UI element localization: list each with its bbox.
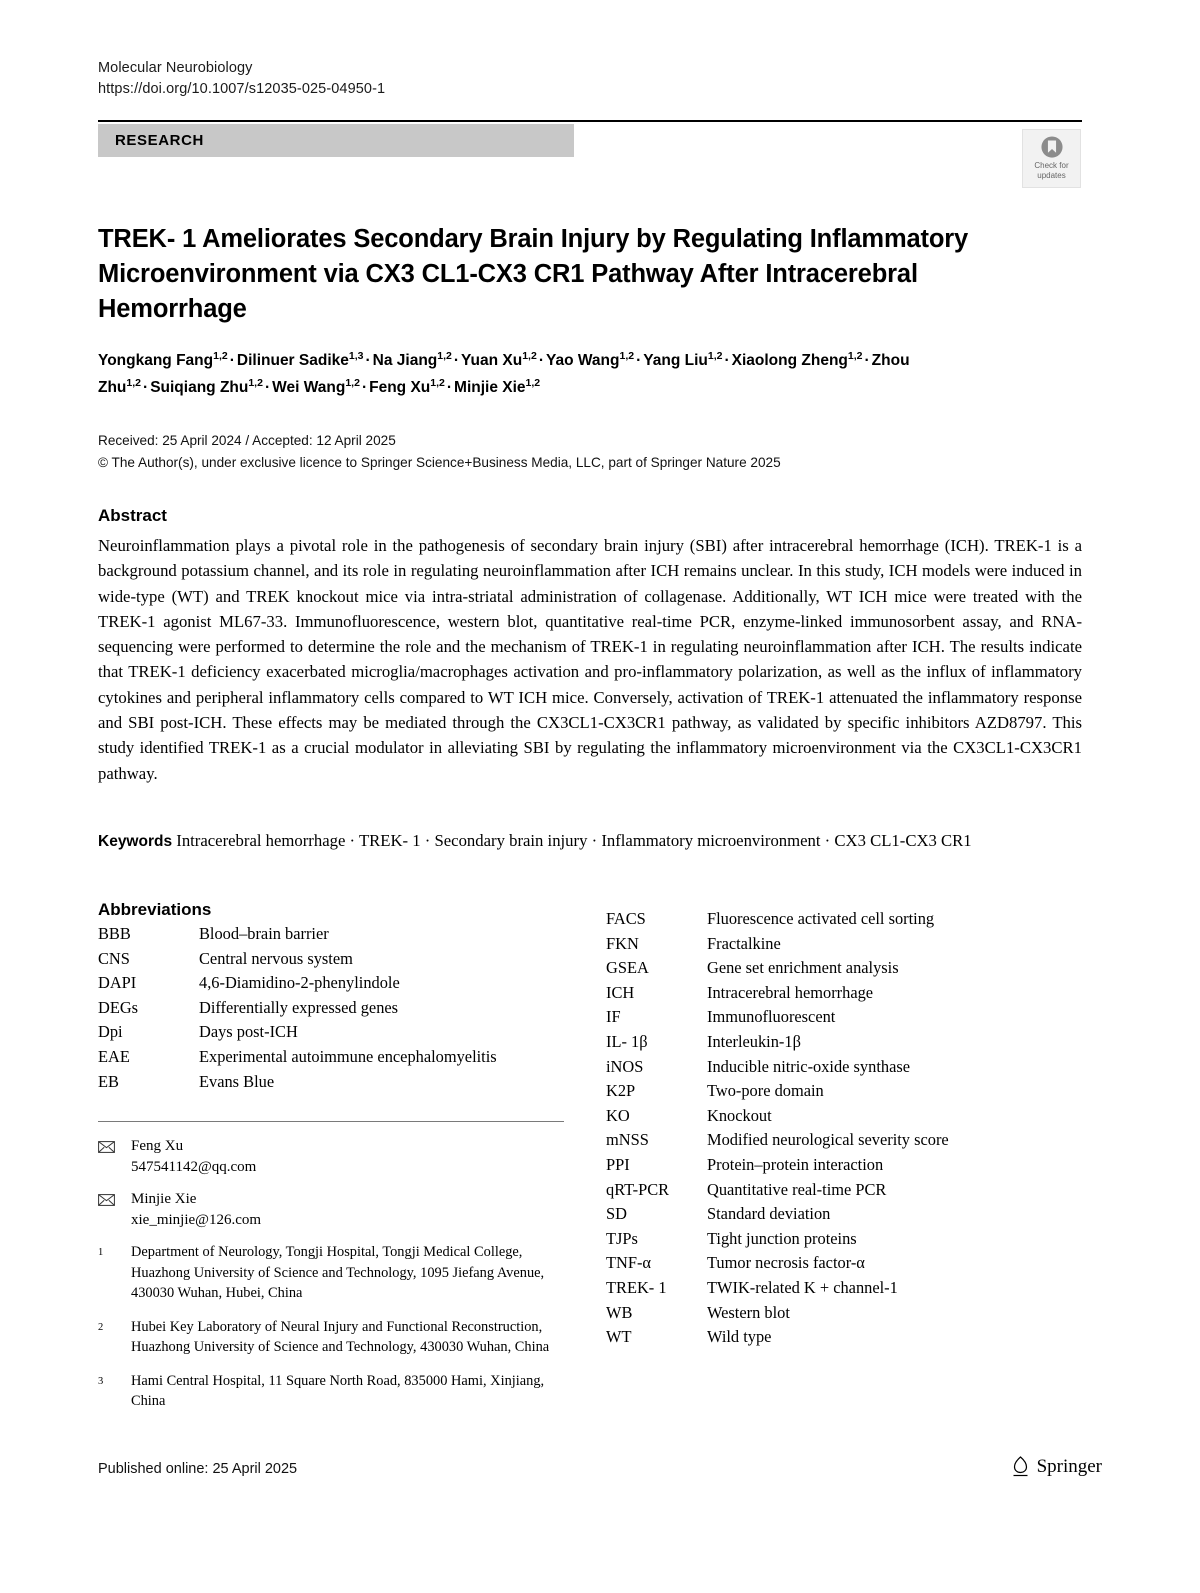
- envelope-icon: [98, 1189, 131, 1231]
- keywords-block: [98, 828, 1028, 854]
- author-name: Zhou Zhu: [98, 352, 910, 396]
- abbreviation-definition: Two-pore domain: [707, 1081, 824, 1101]
- abbreviation-row: [606, 1202, 1082, 1227]
- affiliation-text: Department of Neurology, Tongji Hospital, Tongji Medical College, Huazhong University of Science and Technology, 1095 Jiefang Avenue, 430030 Wuhan, Hubei, China: [131, 1244, 545, 1302]
- page-title: TREK- 1 Ameliorates Secondary Brain Injury by Regulating Inflammatory Microenvironment via CX3 CL1-CX3 CR1 Pathway After Intracerebral Hemorrhage: [98, 225, 969, 324]
- abbreviation-term: WB: [606, 1302, 633, 1322]
- abbreviation-row: [606, 1005, 1082, 1030]
- abbreviation-definition: Differentially expressed genes: [199, 997, 399, 1017]
- abbreviation-term: WT: [606, 1327, 632, 1347]
- copyright-line: © The Author(s), under exclusive licence to Springer Science+Business Media, LLC, part of Springer Nature 2025: [98, 455, 781, 470]
- author-separator: ·: [365, 352, 371, 369]
- right-column: [606, 900, 1082, 1350]
- abbreviation-row: [98, 996, 574, 1021]
- left-column: [98, 900, 574, 1425]
- author-affiliation-marker: 1,3: [348, 349, 364, 362]
- author-separator: ·: [864, 352, 870, 369]
- abbreviation-definition: Tumor necrosis factor-α: [707, 1253, 865, 1273]
- abstract-heading: Abstract: [98, 506, 167, 525]
- springer-wordmark: Springer: [1036, 1455, 1102, 1477]
- springer-mark-icon: [1011, 1455, 1030, 1478]
- abbreviation-term: TNF-α: [606, 1253, 652, 1273]
- author-affiliation-marker: 1,2: [522, 349, 537, 362]
- abbreviation-term: TJPs: [606, 1228, 638, 1248]
- doi-link[interactable]: https://doi.org/10.1007/s12035-025-04950-1: [98, 81, 386, 97]
- abbreviation-term: CNS: [98, 948, 130, 968]
- abbreviation-definition: Blood–brain barrier: [199, 924, 329, 943]
- abbreviation-term: GSEA: [606, 958, 649, 978]
- abbreviation-definition: Modified neurological severity score: [707, 1130, 949, 1150]
- published-online: Published online: 25 April 2025: [98, 1461, 298, 1477]
- author-affiliation-marker: 1,2: [213, 349, 228, 362]
- abbreviation-definition: Days post-ICH: [199, 1022, 298, 1042]
- abbreviation-definition: Intracerebral hemorrhage: [707, 982, 874, 1002]
- author-separator: ·: [724, 352, 730, 369]
- affiliations-list: [98, 1242, 574, 1412]
- abbreviations-list-left: [98, 922, 574, 1094]
- abbreviation-row: [606, 1079, 1082, 1104]
- author-affiliation-marker: 1,2: [345, 376, 360, 389]
- author-separator: ·: [361, 379, 368, 396]
- abbreviation-definition: Immunofluorescent: [707, 1007, 836, 1027]
- author-affiliation-marker: 1,2: [126, 376, 142, 389]
- abbreviation-term: TREK- 1: [606, 1277, 667, 1297]
- affiliation-item: [98, 1317, 574, 1358]
- abstract-text: Neuroinflammation plays a pivotal role in the pathogenesis of secondary brain injury (SBI) after intracerebral hemorrhage (ICH). TREK-1 is a background potassium channel, and its role in regulating neuroinflammation after ICH remains unclear. In this study, ICH models were induced in wide-type (WT) and TREK knockout mice via intra-striatal administration of collagenase. Additionally, WT ICH mice were treated with the TREK-1 agonist ML67-33. Immunofluorescence, western blot, quantitative real-time PCR, enzyme-linked immunosorbent assay, and RNA-sequencing were performed to determine the role and the mechanism of TREK-1 in regulating neuroinflammation after ICH. The results indicate that TREK-1 deficiency exacerbated microglia/macrophages activation and pro-inflammatory polarization, as well as the influx of inflammatory cytokines and peripheral inflammatory cells compared to WT ICH mice. Conversely, activation of TREK-1 attenuated the inflammatory response and SBI post-ICH. These effects may be mediated through the CX3CL1-CX3CR1 pathway, as validated by specific inhibitors AZD8797. This study identified TREK-1 as a crucial modulator in alleviating SBI by regulating the inflammatory microenvironment via the CX3CL1-CX3CR1 pathway.: [98, 536, 1082, 783]
- affiliation-item: [98, 1371, 574, 1412]
- received-accepted: Received: 25 April 2024 / Accepted: 12 April 2025: [98, 433, 396, 448]
- author-affiliation-marker: 1,2: [847, 349, 863, 362]
- abbreviation-term: FKN: [606, 933, 639, 953]
- correspondence-item: [98, 1189, 574, 1231]
- correspondence-item: [98, 1136, 574, 1178]
- author-name: Minjie Xie: [454, 379, 526, 396]
- abbreviation-definition: Interleukin-1β: [707, 1031, 801, 1051]
- abbreviation-term: BBB: [98, 924, 131, 943]
- abbreviation-term: K2P: [606, 1081, 636, 1101]
- abbreviation-definition: Protein–protein interaction: [707, 1154, 884, 1174]
- abbreviation-definition: Gene set enrichment analysis: [707, 958, 899, 978]
- abbreviations-heading: Abbreviations: [98, 900, 212, 919]
- author-name: Dilinuer Sadike: [236, 352, 349, 369]
- abbreviation-definition: Quantitative real-time PCR: [707, 1179, 887, 1199]
- envelope-icon: [98, 1136, 131, 1178]
- abbreviation-term: IF: [606, 1007, 621, 1027]
- article-type-banner: [98, 124, 574, 157]
- abbreviation-definition: Fractalkine: [707, 933, 781, 953]
- abbreviation-definition: Tight junction proteins: [707, 1228, 857, 1248]
- abbreviation-definition: Experimental autoimmune encephalomyelitis: [199, 1046, 497, 1066]
- author-affiliation-marker: 1,2: [430, 376, 445, 389]
- abbreviation-term: iNOS: [606, 1056, 644, 1076]
- abbreviation-row: [606, 1055, 1082, 1080]
- correspondence-divider: [98, 1121, 564, 1122]
- author-separator: ·: [453, 352, 460, 369]
- affiliation-number: 3: [98, 1375, 104, 1387]
- abbreviations-list-right: [606, 900, 1082, 1350]
- abbreviation-definition: Knockout: [707, 1105, 772, 1125]
- author-separator: ·: [229, 352, 235, 369]
- abbreviation-row: [606, 1227, 1082, 1252]
- author-name: Yang Liu: [643, 352, 708, 369]
- abbreviation-row: [606, 1325, 1082, 1350]
- abbreviation-term: SD: [606, 1204, 627, 1224]
- publication-dates: [98, 430, 781, 474]
- author-affiliation-marker: 1,2: [707, 349, 723, 362]
- article-type-label: RESEARCH: [115, 132, 204, 149]
- abbreviation-term: FACS: [606, 909, 646, 928]
- abbreviation-row: [606, 1251, 1082, 1276]
- author-name: Wei Wang: [272, 379, 346, 396]
- author-separator: ·: [264, 379, 271, 396]
- author-affiliation-marker: 1,2: [437, 349, 452, 362]
- abbreviation-term: EB: [98, 1071, 119, 1091]
- author-name: Xiaolong Zheng: [731, 352, 848, 369]
- crossmark-icon: [1039, 134, 1065, 160]
- corresponding-author-name: Minjie Xie: [131, 1191, 197, 1208]
- author-name: Yongkang Fang: [98, 352, 214, 369]
- abbreviation-term: Dpi: [98, 1022, 123, 1042]
- corresponding-author-name: Feng Xu: [131, 1138, 184, 1155]
- abbreviation-row: [606, 1030, 1082, 1055]
- abbreviation-row: [98, 922, 574, 947]
- affiliation-number: 1: [98, 1247, 104, 1259]
- author-name: Feng Xu: [369, 379, 431, 396]
- author-name: Suiqiang Zhu: [150, 379, 249, 396]
- crossmark-line-2: updates: [1037, 170, 1066, 180]
- crossmark-line-1: Check for: [1034, 161, 1069, 170]
- abbreviation-term: ICH: [606, 982, 635, 1002]
- abbreviation-row: [606, 956, 1082, 981]
- author-name: Na Jiang: [372, 352, 438, 369]
- abbreviation-row: [98, 1020, 574, 1045]
- affiliation-text: Hubei Key Laboratory of Neural Injury and Functional Reconstruction, Huazhong University of Science and Technology, 430030 Wuhan, China: [131, 1318, 550, 1356]
- abbreviation-term: PPI: [606, 1154, 630, 1174]
- journal-header: [98, 58, 385, 100]
- abbreviation-term: DAPI: [98, 973, 137, 993]
- springer-logo: [1011, 1455, 1102, 1478]
- author-affiliation-marker: 1,2: [248, 376, 263, 389]
- author-separator: ·: [636, 352, 642, 369]
- check-for-updates-badge[interactable]: [1022, 129, 1081, 188]
- keywords-text: Intracerebral hemorrhage · TREK- 1 · Secondary brain injury · Inflammatory microenvironment · CX3 CL1-CX3 CR1: [176, 831, 972, 850]
- author-affiliation-marker: 1,2: [619, 349, 635, 362]
- affiliation-item: [98, 1242, 574, 1304]
- author-name: Yuan Xu: [461, 352, 523, 369]
- abbreviation-row: [606, 1128, 1082, 1153]
- abbreviation-definition: Fluorescence activated cell sorting: [707, 909, 935, 928]
- author-list: [98, 347, 1028, 401]
- abbreviation-row: [98, 1045, 574, 1070]
- abbreviation-row: [606, 1153, 1082, 1178]
- affiliation-number: 2: [98, 1321, 104, 1333]
- corresponding-author-email[interactable]: 547541142@qq.com: [131, 1159, 257, 1176]
- abbreviation-definition: Evans Blue: [199, 1071, 275, 1091]
- abbreviation-definition: Western blot: [707, 1302, 790, 1322]
- author-affiliation-marker: 1,2: [525, 376, 541, 389]
- abbreviation-definition: Inducible nitric-oxide synthase: [707, 1056, 911, 1076]
- abbreviation-row: [606, 981, 1082, 1006]
- correspondence-block: [98, 1136, 574, 1231]
- journal-name: Molecular Neurobiology: [98, 60, 253, 76]
- author-separator: ·: [538, 352, 544, 369]
- abbreviation-definition: TWIK-related K + channel-1: [707, 1277, 898, 1297]
- author-separator: ·: [143, 379, 149, 396]
- abbreviation-definition: 4,6-Diamidino-2-phenylindole: [199, 973, 400, 993]
- header-divider: [98, 120, 1082, 122]
- abbreviation-term: KO: [606, 1105, 630, 1125]
- abbreviation-definition: Wild type: [707, 1327, 772, 1347]
- keywords-label: Keywords: [98, 833, 173, 850]
- corresponding-author-email[interactable]: xie_minjie@126.com: [131, 1212, 262, 1229]
- abbreviation-row: [606, 1276, 1082, 1301]
- author-separator: ·: [446, 379, 453, 396]
- abbreviation-term: IL- 1β: [606, 1031, 648, 1051]
- abbreviation-definition: Central nervous system: [199, 948, 353, 968]
- abbreviation-row: [606, 932, 1082, 957]
- abbreviation-term: DEGs: [98, 997, 139, 1017]
- abbreviation-row: [98, 971, 574, 996]
- abbreviation-definition: Standard deviation: [707, 1204, 831, 1224]
- abbreviation-term: EAE: [98, 1046, 130, 1066]
- abbreviation-row: [606, 907, 1082, 932]
- author-name: Yao Wang: [545, 352, 620, 369]
- abbreviation-row: [98, 947, 574, 972]
- abbreviation-row: [606, 1178, 1082, 1203]
- abbreviation-term: mNSS: [606, 1130, 649, 1150]
- abbreviation-row: [98, 1070, 574, 1095]
- affiliation-text: Hami Central Hospital, 11 Square North Road, 835000 Hami, Xinjiang, China: [131, 1372, 545, 1410]
- abbreviation-row: [606, 1104, 1082, 1129]
- abbreviation-row: [606, 1301, 1082, 1326]
- abbreviation-term: qRT-PCR: [606, 1179, 670, 1199]
